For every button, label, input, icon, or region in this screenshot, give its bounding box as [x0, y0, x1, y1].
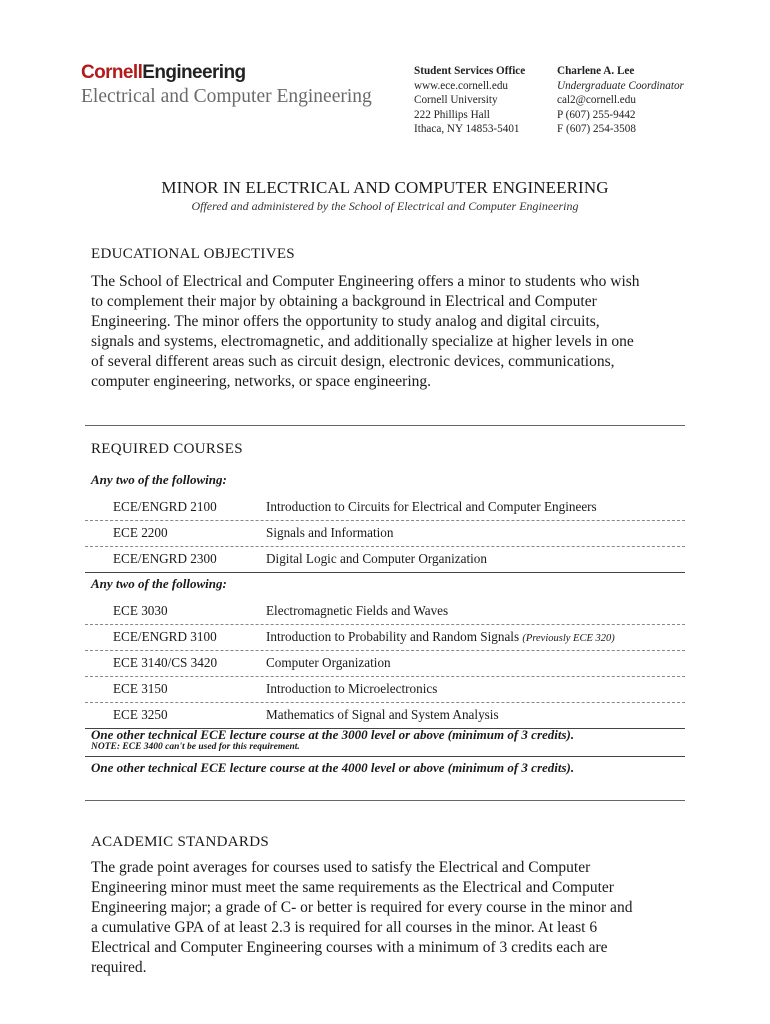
document-subtitle: Offered and administered by the School of Electrical and Computer Engineering — [191, 199, 579, 213]
course-code: ECE/ENGRD 3100 — [113, 629, 217, 644]
standards-paragraph — [91, 858, 691, 978]
coordinator-fax: F (607) 254-3508 — [557, 123, 636, 136]
course-row — [85, 494, 685, 521]
standards-line: Engineering major; a grade of C- or better is required for every course in the minor and — [91, 899, 633, 916]
coordinator-contact-block — [557, 64, 684, 137]
course-row — [85, 702, 685, 729]
course-name: Signals and Information — [266, 525, 394, 540]
course-title: Introduction to Probability and Random Signals — [266, 629, 520, 644]
course-code: ECE 3250 — [113, 707, 168, 722]
objectives-line: Engineering. The minor offers the opportunity to study analog and digital circuits, — [91, 313, 600, 330]
cornell-engineering-logo — [81, 62, 372, 109]
logo-engineering-text: Engineering — [142, 62, 246, 83]
coordinator-email: cal2@cornell.edu — [557, 94, 636, 107]
course-row — [85, 650, 685, 677]
course-row — [85, 598, 685, 625]
course-code: ECE/ENGRD 2100 — [113, 499, 217, 514]
standards-line: required. — [91, 959, 147, 976]
section-divider — [85, 800, 685, 801]
course-code: ECE 2200 — [113, 525, 168, 540]
course-row — [85, 624, 685, 651]
course-code: ECE 3030 — [113, 603, 168, 618]
coordinator-name: Charlene A. Lee — [557, 65, 635, 77]
office-address: 222 Phillips Hall — [414, 108, 490, 121]
standards-line: The grade point averages for courses used to satisfy the Electrical and Computer — [91, 859, 591, 876]
course-row — [85, 520, 685, 547]
standards-line: Engineering minor must meet the same requirements as the Electrical and Computer — [91, 879, 614, 896]
course-note: (Previously ECE 320) — [522, 633, 615, 644]
course-row — [85, 676, 685, 703]
course-name: Computer Organization — [266, 655, 391, 670]
course-code: ECE 3140/CS 3420 — [113, 655, 218, 670]
course-name — [266, 629, 615, 645]
logo-department: Electrical and Computer Engineering — [81, 86, 372, 107]
group2-label: Any two of the following: — [91, 576, 227, 591]
elective-note: NOTE: ECE 3400 can't be used for this requirement. — [91, 742, 300, 752]
objectives-paragraph — [91, 272, 691, 392]
objectives-line: computer engineering, networks, or space engineering. — [91, 373, 432, 390]
objectives-heading: EDUCATIONAL OBJECTIVES — [91, 246, 295, 262]
elective-3000-requirement: One other technical ECE lecture course at the 3000 level or above (minimum of 3 credits). — [91, 727, 575, 742]
course-name: Digital Logic and Computer Organization — [266, 551, 487, 566]
group1-label: Any two of the following: — [91, 472, 227, 487]
office-city: Ithaca, NY 14853-5401 — [414, 123, 520, 136]
document-title: MINOR IN ELECTRICAL AND COMPUTER ENGINEERING — [161, 178, 609, 197]
coordinator-phone: P (607) 255-9442 — [557, 108, 636, 121]
logo-cornell-text: Cornell — [81, 62, 143, 83]
standards-line: a cumulative GPA of at least 2.3 is required for all courses in the minor. At least 6 — [91, 919, 598, 936]
elective-4000-requirement: One other technical ECE lecture course at the 4000 level or above (minimum of 3 credits). — [91, 760, 575, 775]
course-name: Introduction to Circuits for Electrical and Computer Engineers — [266, 499, 597, 514]
standards-heading: ACADEMIC STANDARDS — [91, 834, 269, 850]
required-courses-heading: REQUIRED COURSES — [91, 441, 243, 457]
office-title: Student Services Office — [414, 65, 526, 77]
course-row — [85, 546, 685, 573]
office-website: www.ece.cornell.edu — [414, 79, 509, 92]
section-divider — [85, 425, 685, 426]
course-name: Mathematics of Signal and System Analysis — [266, 707, 499, 722]
standards-line: Electrical and Computer Engineering courses with a minimum of 3 credits each are — [91, 939, 608, 956]
objectives-line: of several different areas such as circuit design, electronic devices, communications, — [91, 353, 615, 370]
office-contact-block — [414, 64, 525, 137]
objectives-line: The School of Electrical and Computer Engineering offers a minor to students who wish — [91, 273, 640, 290]
elective-divider — [85, 756, 685, 757]
course-name: Electromagnetic Fields and Waves — [266, 603, 449, 618]
office-university: Cornell University — [414, 94, 498, 107]
logo-wordmark — [81, 62, 372, 84]
course-code: ECE/ENGRD 2300 — [113, 551, 217, 566]
coordinator-role: Undergraduate Coordinator — [557, 79, 684, 92]
objectives-line: to complement their major by obtaining a background in Electrical and Computer — [91, 293, 597, 310]
course-name: Introduction to Microelectronics — [266, 681, 438, 696]
course-code: ECE 3150 — [113, 681, 168, 696]
objectives-line: signals and systems, electromagnetic, and additionally specialize at higher levels in one — [91, 333, 634, 350]
